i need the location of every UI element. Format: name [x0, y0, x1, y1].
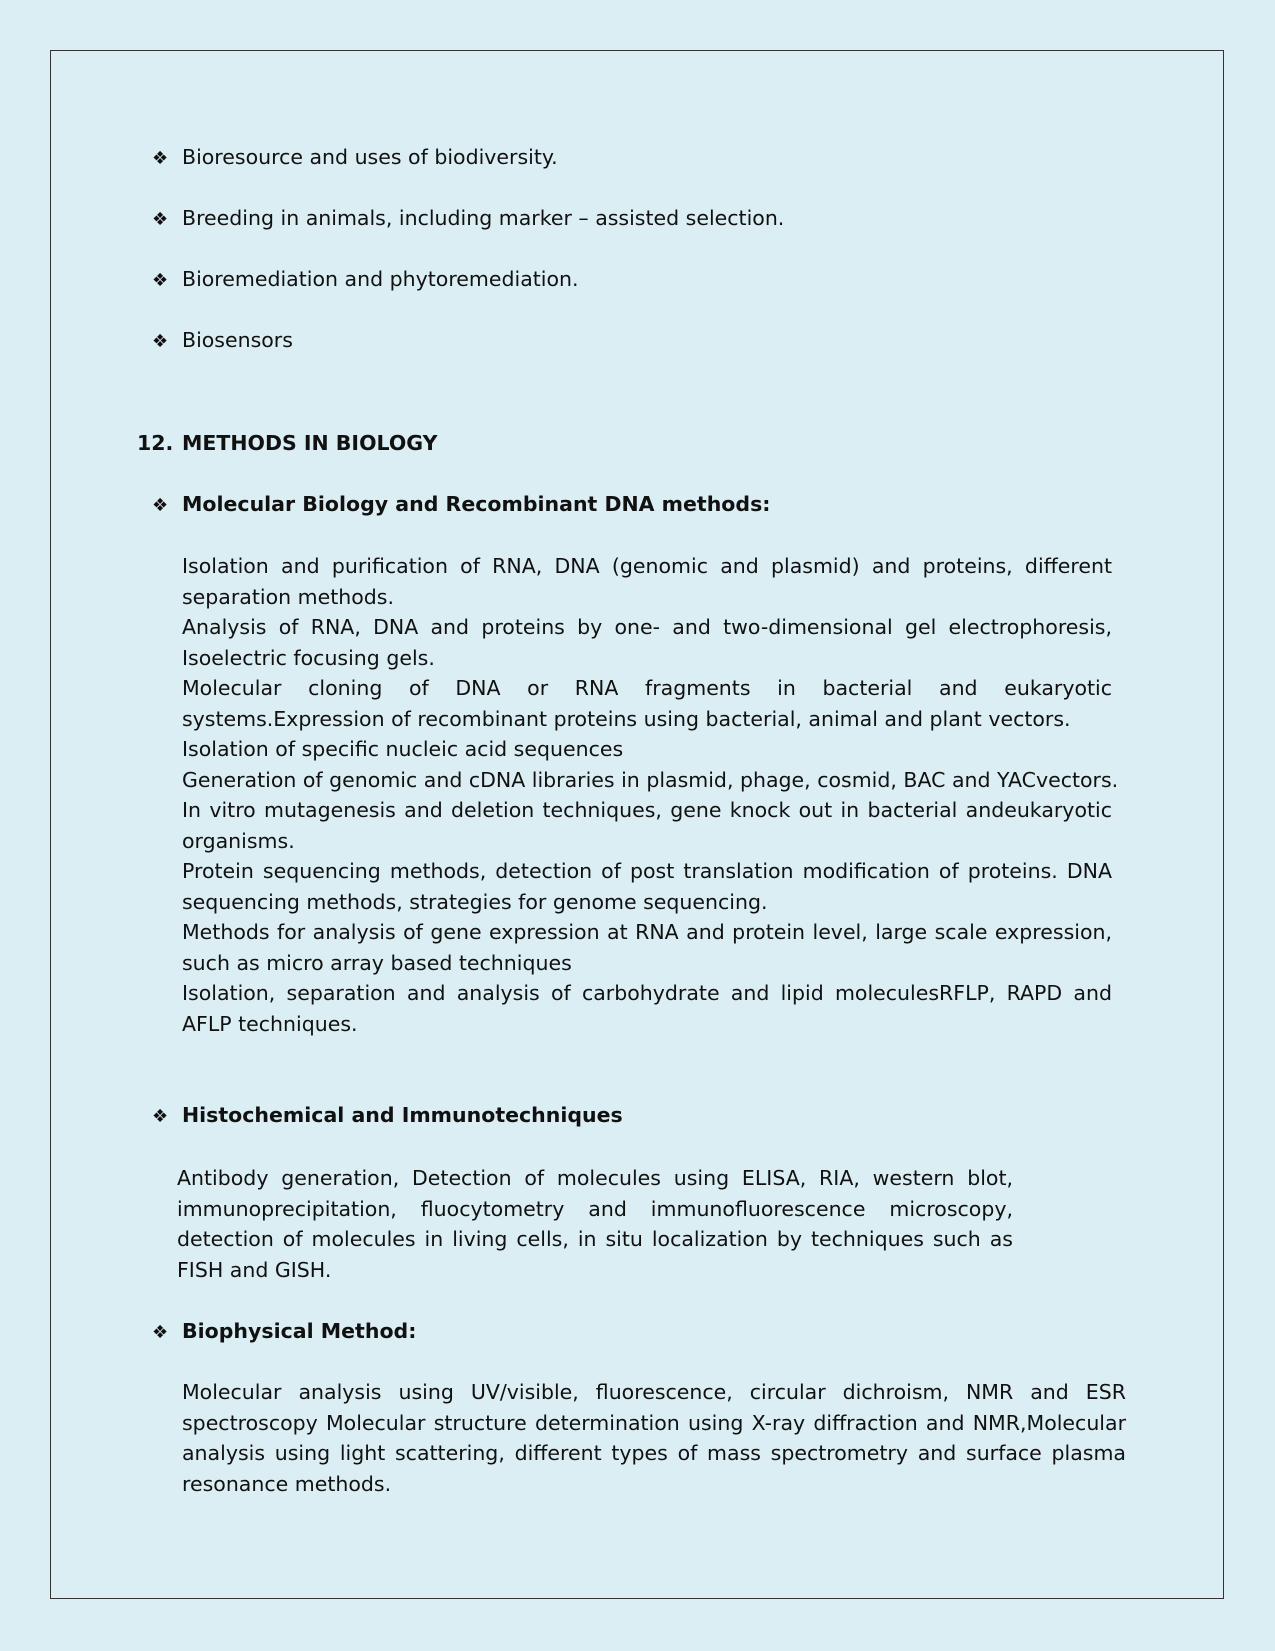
diamond-bullet-icon: ❖ [152, 331, 169, 352]
histochemical-paragraph [177, 1163, 1013, 1285]
bullet-item [152, 264, 579, 296]
bullet-item [152, 325, 293, 357]
subsection-title: Biophysical Method: [182, 1319, 417, 1343]
molecular-line: In vitro mutagenesis and deletion techniques, gene knock out in bacterial andeukaryotic organisms. [182, 798, 1112, 853]
bullet-text: Bioremediation and phytoremediation. [182, 267, 579, 291]
subsection-title: Molecular Biology and Recombinant DNA methods: [182, 492, 771, 516]
subsection-title: Histochemical and Immunotechniques [182, 1103, 623, 1127]
molecular-line: Analysis of RNA, DNA and proteins by one- and two-dimensional gel electrophoresis, Isoelectric focusing gels. [182, 615, 1112, 670]
diamond-bullet-icon: ❖ [152, 270, 169, 291]
bullet-text: Bioresource and uses of biodiversity. [182, 145, 558, 169]
diamond-bullet-icon: ❖ [152, 1322, 169, 1343]
bullet-item [152, 142, 558, 174]
section-title: METHODS IN BIOLOGY [182, 431, 438, 455]
molecular-paragraph [182, 551, 1119, 1039]
molecular-line: Isolation, separation and analysis of carbohydrate and lipid moleculesRFLP, RAPD and AFLP techniques. [182, 981, 1112, 1036]
section-heading [137, 428, 437, 458]
diamond-bullet-icon: ❖ [152, 148, 169, 169]
histochemical-text: Antibody generation, Detection of molecules using ELISA, RIA, western blot, immunoprecipitation, fluocytometry and immunofluorescence microscopy, detection of molecules in living cells, in situ localization by techniques such as FISH and GISH. [177, 1166, 1013, 1282]
molecular-line: Protein sequencing methods, detection of post translation modification of proteins. DNA sequencing methods, strategies for genome sequencing. [182, 859, 1112, 914]
diamond-bullet-icon: ❖ [152, 495, 169, 516]
bullet-item [152, 203, 784, 235]
section-number: 12. [137, 431, 174, 455]
bullet-text: Biosensors [182, 328, 293, 352]
biophysical-text: Molecular analysis using UV/visible, fluorescence, circular dichroism, NMR and ESR spectroscopy Molecular structure determination using X-ray diffraction and NMR,Molecular analysis using light scattering, different types of mass spectrometry and surface plasma resonance methods. [182, 1380, 1126, 1496]
diamond-bullet-icon: ❖ [152, 209, 169, 230]
diamond-bullet-icon: ❖ [152, 1106, 169, 1127]
subsection-heading-biophysical [152, 1316, 416, 1348]
subsection-heading-molecular [152, 489, 770, 521]
molecular-line: Isolation and purification of RNA, DNA (genomic and plasmid) and proteins, different separation methods. [182, 554, 1112, 609]
molecular-line: Isolation of specific nucleic acid sequences [182, 737, 624, 761]
molecular-line: Methods for analysis of gene expression at RNA and protein level, large scale expression, such as micro array based techniques [182, 920, 1112, 975]
biophysical-paragraph [182, 1377, 1126, 1499]
molecular-line: Molecular cloning of DNA or RNA fragments in bacterial and eukaryotic systems.Expression of recombinant proteins using bacterial, animal and plant vectors. [182, 676, 1112, 731]
bullet-text: Breeding in animals, including marker – assisted selection. [182, 206, 785, 230]
subsection-heading-histochemical [152, 1100, 623, 1132]
molecular-line: Generation of genomic and cDNA libraries in plasmid, phage, cosmid, BAC and YACvectors. [182, 767, 1119, 792]
